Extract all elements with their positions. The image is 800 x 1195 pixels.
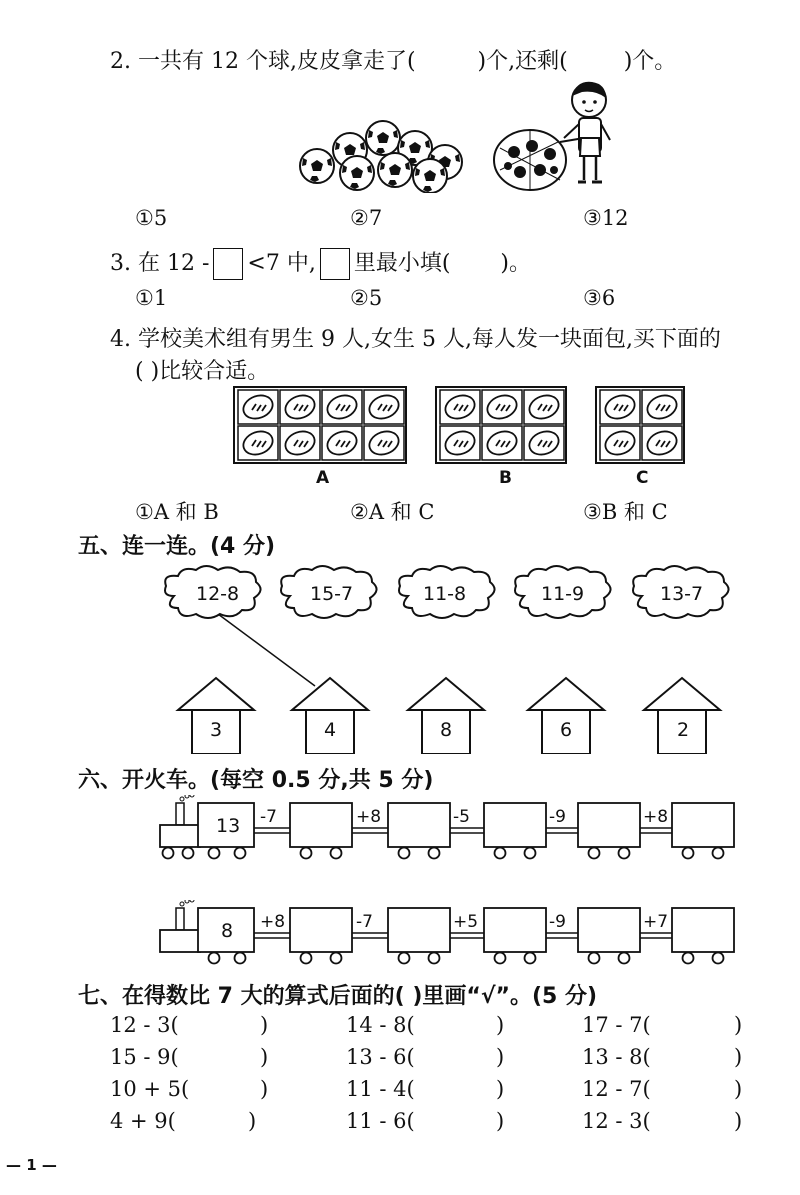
train-2-op-1: +8 [260,912,286,932]
calc-c1-r3-close[interactable]: ) [260,1077,269,1101]
calc-c2-r1-close[interactable]: ) [496,1013,505,1037]
train-1-answer-box-1[interactable] [290,803,352,847]
q3-blank-box-2[interactable] [320,248,350,280]
train-1-op-4: -9 [549,807,566,827]
train-1-op-3: -5 [453,807,470,827]
q3-text-b: <7 中, [247,251,316,276]
pack-label-a: A [316,468,330,488]
train-2-op-5: +7 [643,912,669,932]
calc-c3-r3: 12 - 7( [582,1077,651,1101]
q4-line-1: 4. 学校美术组有男生 9 人,女生 5 人,每人发一块面包,买下面的 [110,327,721,352]
train-2-op-2: -7 [356,912,373,932]
cloud-expression-1[interactable]: 12-8 [196,583,240,605]
q2-option-2[interactable]: ②7 [350,206,383,230]
q2-text-c: )个。 [623,49,677,74]
calc-c1-r1-close[interactable]: ) [260,1013,269,1037]
train-2-answer-box-4[interactable] [578,908,640,952]
train-1-op-1: -7 [260,807,277,827]
calc-c3-r4: 12 - 3( [582,1109,651,1133]
q2-option-3[interactable]: ③12 [583,206,629,230]
section-5-title: 五、连一连。(4 分) [78,534,276,559]
train-2-answer-box-2[interactable] [388,908,450,952]
house-number-5[interactable]: 2 [677,719,690,741]
calc-c2-r2: 13 - 6( [346,1045,415,1069]
q3-option-2[interactable]: ②5 [350,286,383,310]
page-number: — 1 — [6,1156,57,1174]
section-6-title: 六、开火车。(每空 0.5 分,共 5 分) [78,768,434,793]
boy-with-ball-net-illustration [492,80,632,198]
calc-c1-r1: 12 - 3( [110,1013,179,1037]
q2-text-a: 2. 一共有 12 个球,皮皮拿走了( [110,49,416,74]
train-1-answer-box-4[interactable] [578,803,640,847]
q3-blank-box-1[interactable] [213,248,243,280]
cloud-expression-2[interactable]: 15-7 [310,583,354,605]
calc-c1-r4: 4 + 9( [110,1109,176,1133]
calc-c3-r1-close[interactable]: ) [734,1013,743,1037]
train-1-answer-box-2[interactable] [388,803,450,847]
bread-packs-illustration [230,385,710,467]
cloud-expression-5[interactable]: 13-7 [660,583,704,605]
calc-c1-r2-close[interactable]: ) [260,1045,269,1069]
train-1-answer-box-5[interactable] [672,803,734,847]
calc-c3-r4-close[interactable]: ) [734,1109,743,1133]
house-number-1[interactable]: 3 [210,719,223,741]
train-2-op-4: -9 [549,912,566,932]
train-2-answer-box-1[interactable] [290,908,352,952]
q3-text-c: 里最小填( [353,251,451,276]
calc-c3-r3-close[interactable]: ) [734,1077,743,1101]
cloud-expression-3[interactable]: 11-8 [423,583,467,605]
q2-line [110,44,676,75]
cloud-expression-4[interactable]: 11-9 [541,583,585,605]
train-2-start-value: 8 [221,920,234,942]
soccer-ball-pile-illustration [295,118,465,193]
q3-text-d: )。 [500,251,532,276]
calc-c3-r2: 13 - 8( [582,1045,651,1069]
q4-option-3[interactable]: ③B 和 C [583,500,668,524]
pack-label-c: C [636,468,649,488]
house-number-2[interactable]: 4 [324,719,337,741]
calc-c1-r3: 10 + 5( [110,1077,190,1101]
calc-c1-r4-close[interactable]: ) [248,1109,257,1133]
q4-option-1[interactable]: ①A 和 B [135,500,219,524]
section-7-title: 七、在得数比 7 大的算式后面的( )里画“√”。(5 分) [78,984,598,1009]
train-2-answer-box-5[interactable] [672,908,734,952]
train-1-op-2: +8 [356,807,382,827]
calc-c3-r2-close[interactable]: ) [734,1045,743,1069]
q3-option-1[interactable]: ①1 [135,286,168,310]
train-2-answer-box-3[interactable] [484,908,546,952]
pack-label-b: B [499,468,512,488]
house-number-4[interactable]: 6 [560,719,573,741]
calc-c2-r3: 11 - 4( [346,1077,415,1101]
house-number-3[interactable]: 8 [440,719,453,741]
calc-c2-r4-close[interactable]: ) [496,1109,505,1133]
calc-c2-r2-close[interactable]: ) [496,1045,505,1069]
q2-text-b: )个,还剩( [477,49,568,74]
train-1-op-5: +8 [643,807,669,827]
calc-c3-r1: 17 - 7( [582,1013,651,1037]
q3-text-a: 3. 在 12 - [110,251,210,276]
q3-line [110,246,531,280]
train-2-op-3: +5 [453,912,479,932]
calc-c2-r4: 11 - 6( [346,1109,415,1133]
q4-option-2[interactable]: ②A 和 C [350,500,435,524]
q2-option-1[interactable]: ①5 [135,206,168,230]
calc-c1-r2: 15 - 9( [110,1045,179,1069]
q4-line-2: ( )比较合适。 [135,359,270,384]
q3-option-3[interactable]: ③6 [583,286,616,310]
calc-c2-r3-close[interactable]: ) [496,1077,505,1101]
train-1-start-value: 13 [216,815,241,837]
train-1-answer-box-3[interactable] [484,803,546,847]
calc-c2-r1: 14 - 8( [346,1013,415,1037]
